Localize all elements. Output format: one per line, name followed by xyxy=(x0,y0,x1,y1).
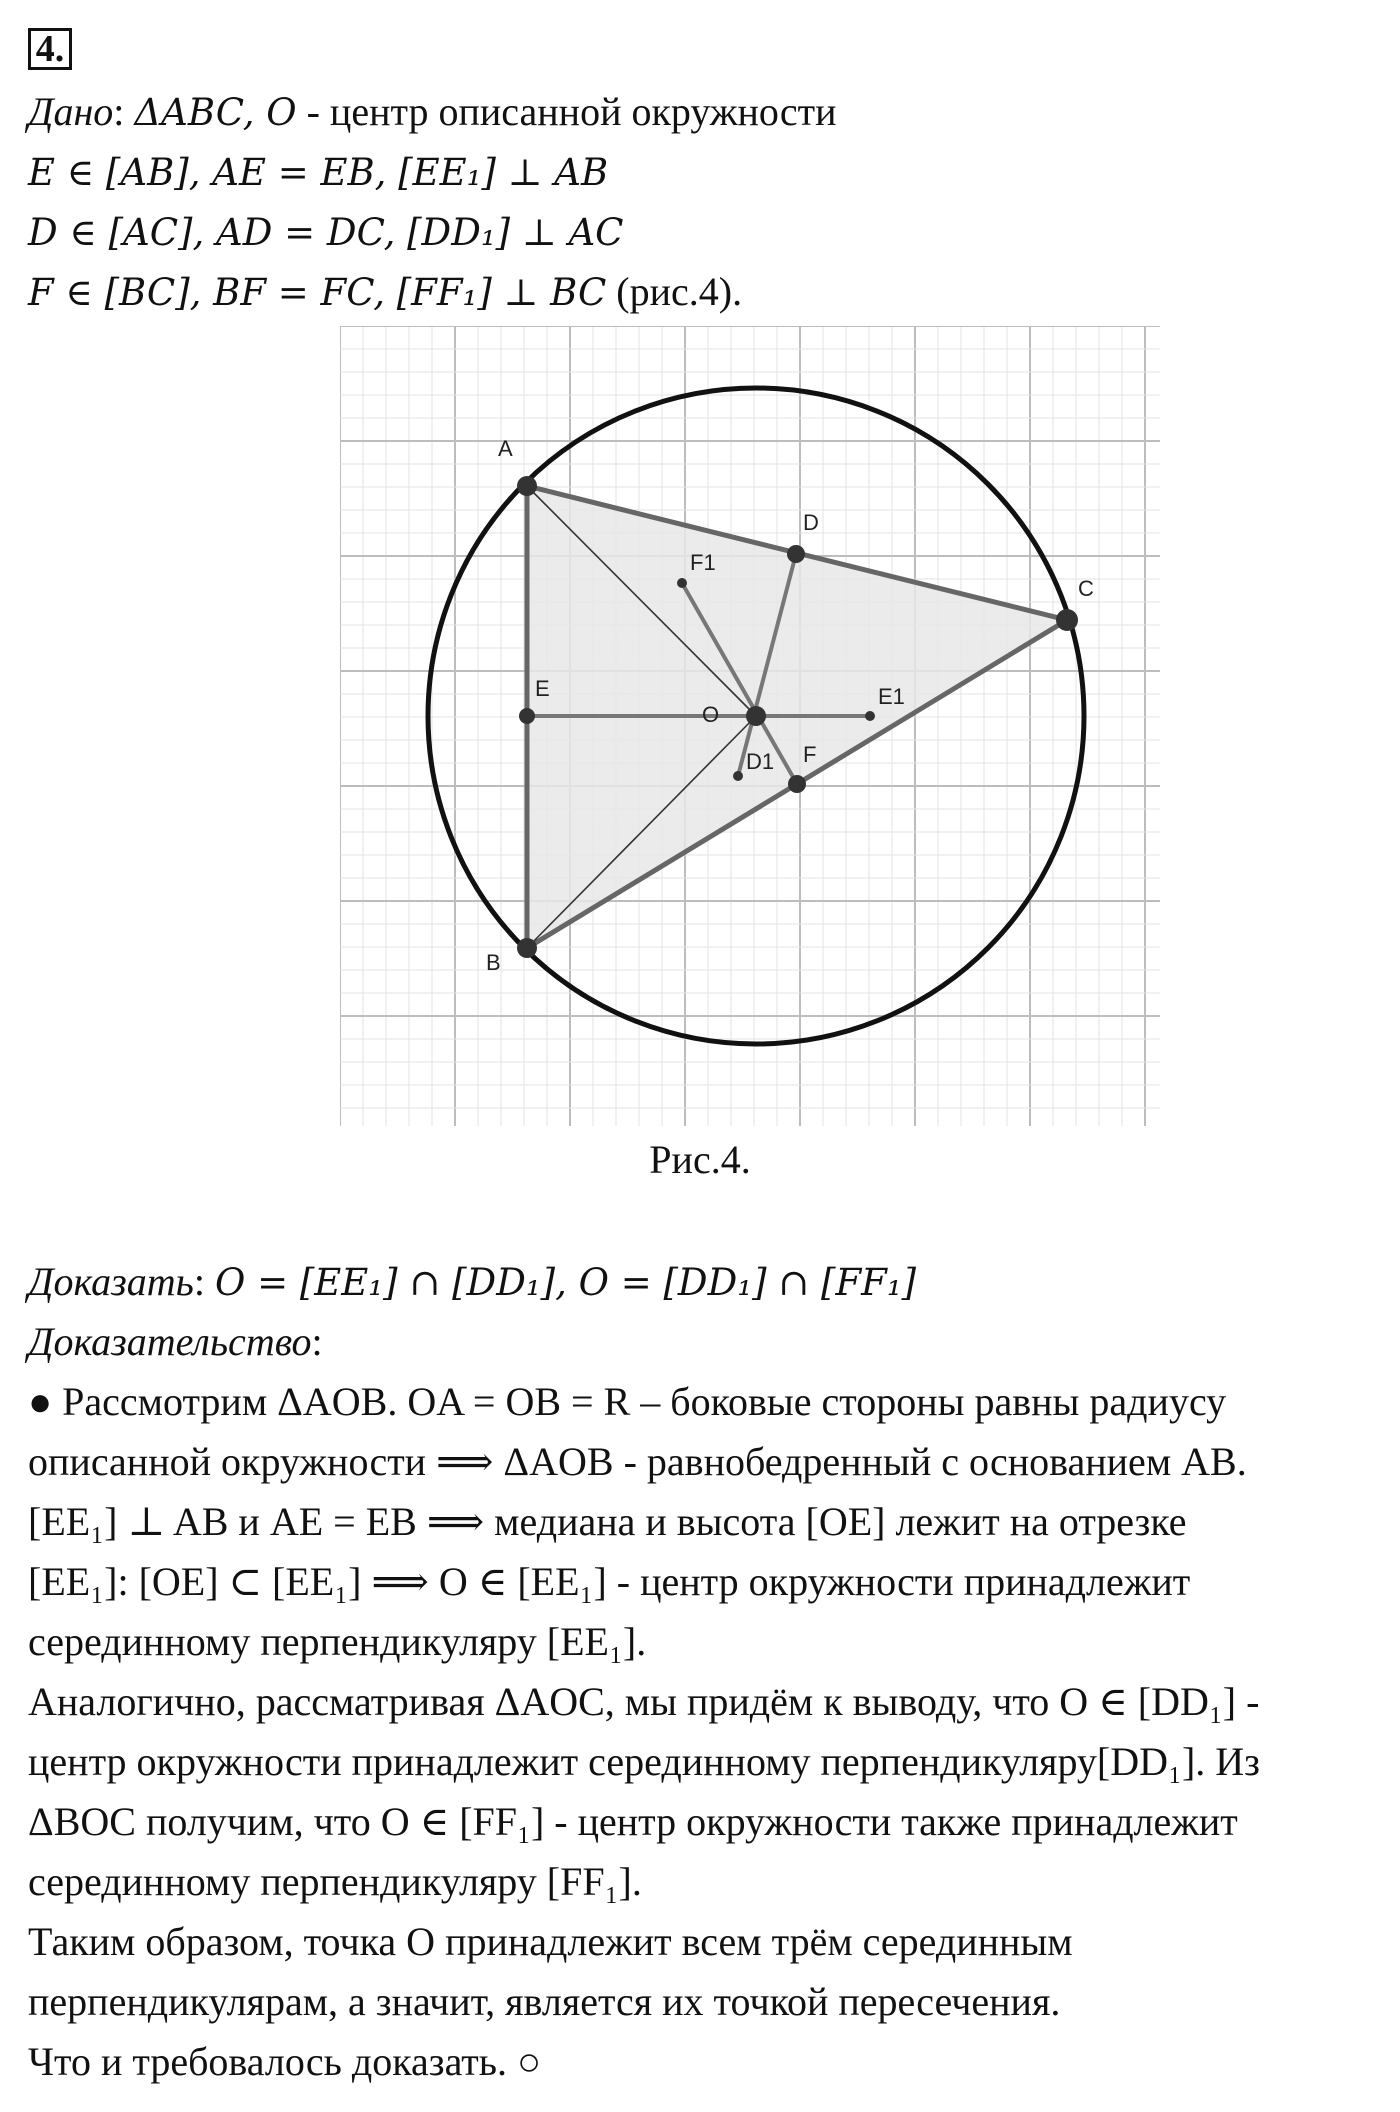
point-f xyxy=(788,775,806,793)
given-line-4-math: F ∈ [BC], BF = FC, [FF₁] ⊥ BC xyxy=(28,271,607,314)
given-line-2 xyxy=(28,142,608,203)
label-d: D xyxy=(803,510,819,535)
proof-line: Таким образом, точка О принадлежит всем трём серединным xyxy=(28,1919,1073,1964)
figure-caption: Рис.4. xyxy=(649,1137,751,1182)
point-d1 xyxy=(733,771,743,781)
label-c: C xyxy=(1078,576,1094,601)
point-f1 xyxy=(677,578,687,588)
given-line-4-text: (рис.4). xyxy=(606,269,743,314)
label-e1: E1 xyxy=(878,684,905,709)
point-e xyxy=(519,708,535,724)
point-o xyxy=(746,706,766,726)
point-a xyxy=(517,476,537,496)
proof-line: [EE₁] ⊥ AB и AE = EB ⟹ медиана и высота [OE] лежит на отрезке xyxy=(28,1499,1187,1544)
geometry-figure xyxy=(340,326,1160,1126)
proof-line: центр окружности принадлежит серединному перпендикуляру[DD₁]. Из xyxy=(28,1739,1260,1784)
label-o: O xyxy=(702,702,720,727)
point-d xyxy=(787,545,805,563)
given-line-1-math: ΔABC, O xyxy=(134,91,297,134)
label-e: E xyxy=(535,676,550,701)
proof-line: ΔBOC получим, что O ∈ [FF₁] - центр окружности также принадлежит xyxy=(28,1799,1238,1844)
prove-statement: O = [EE₁] ∩ [DD₁], O = [DD₁] ∩ [FF₁] xyxy=(214,1261,917,1304)
proof-line: ● Рассмотрим ΔAOB. OA = OB = R – боковые стороны равны радиусу xyxy=(28,1379,1227,1424)
proof-line: описанной окружности ⟹ ΔAOB - равнобедренный с основанием AB. xyxy=(28,1439,1247,1484)
label-a: A xyxy=(498,436,513,461)
given-line-1-text: - центр описанной окружности xyxy=(296,89,837,134)
point-c xyxy=(1056,609,1078,631)
given-label: Дано xyxy=(28,89,114,134)
point-e1 xyxy=(865,711,875,721)
label-f1: F1 xyxy=(690,550,716,575)
given-line-4 xyxy=(28,262,742,323)
label-f: F xyxy=(803,742,817,767)
proof-line: [EE₁]: [OE] ⊂ [EE₁] ⟹ O ∈ [EE₁] - центр окружности принадлежит xyxy=(28,1559,1191,1604)
proof-line: перпендикулярам, а значит, является их точкой пересечения. xyxy=(28,1979,1061,2024)
label-d1: D1 xyxy=(746,749,775,774)
given-line-3 xyxy=(28,202,623,263)
given-line-3-math: D ∈ [AC], AD = DC, [DD₁] ⊥ AC xyxy=(28,211,624,254)
proof-heading: Доказательство: xyxy=(28,1319,323,1364)
proof-line: Аналогично, рассматривая ΔAOC, мы придём к выводу, что O ∈ [DD₁] - xyxy=(28,1679,1260,1724)
label-b: B xyxy=(486,950,501,975)
prove-line: Доказать: O = [EE₁] ∩ [DD₁], O = [DD₁] ∩ [FF₁] xyxy=(28,1259,917,1304)
proof-label: Доказательство xyxy=(28,1319,312,1364)
point-b xyxy=(517,938,537,958)
proof-line: серединному перпендикуляру [EE₁]. xyxy=(28,1619,647,1664)
prove-label: Доказать xyxy=(28,1259,194,1304)
proof-line: серединному перпендикуляру [FF₁]. xyxy=(28,1859,642,1904)
problem-number: 4. xyxy=(28,28,72,70)
given-line-1: Дано: ΔABC, O - центр описанной окружности xyxy=(28,89,837,134)
proof-line: Что и требовалось доказать. ○ xyxy=(28,2039,542,2084)
given-line-2-math: E ∈ [AB], AE = EB, [EE₁] ⊥ AB xyxy=(28,151,609,194)
